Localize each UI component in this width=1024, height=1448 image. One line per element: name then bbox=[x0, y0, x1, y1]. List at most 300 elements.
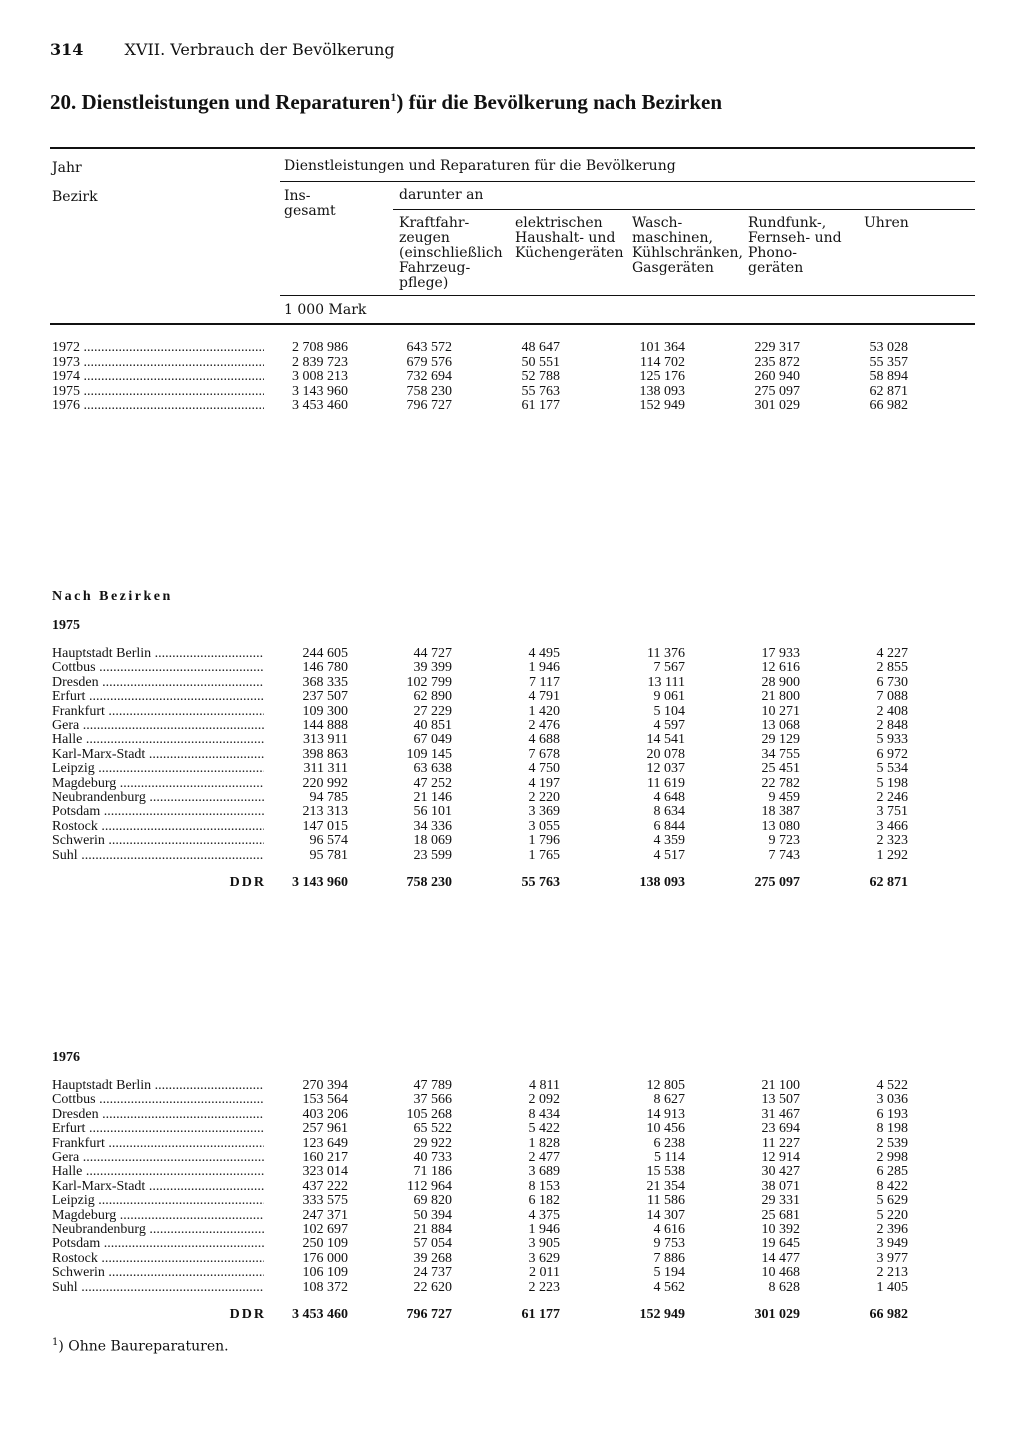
cell-value: 311 311 bbox=[303, 761, 348, 777]
col-wasch: Wasch- maschinen, Kühlschränken, Gasgeräten bbox=[632, 215, 743, 276]
cell-value: 8 422 bbox=[876, 1178, 908, 1194]
chapter-title: XVII. Verbrauch der Bevölkerung bbox=[124, 40, 395, 59]
cell-value: 123 649 bbox=[302, 1135, 348, 1151]
row-label: Frankfurt ..... bbox=[52, 1137, 264, 1151]
table-row bbox=[52, 676, 922, 690]
cell-value: 18 387 bbox=[761, 804, 800, 820]
col-kfz: Kraftfahr- zeugen (einschließlich Fahrzeug- pflege) bbox=[399, 215, 503, 291]
cell-value: 301 029 bbox=[754, 398, 800, 413]
cell-value: 1 405 bbox=[876, 1279, 908, 1295]
table-row bbox=[52, 385, 922, 399]
cell-value: 5 422 bbox=[528, 1121, 560, 1137]
cell-value: 2 539 bbox=[876, 1135, 908, 1151]
cell-value: 8 628 bbox=[768, 1279, 800, 1295]
cell-value: 160 217 bbox=[302, 1150, 348, 1165]
cell-value: 14 541 bbox=[646, 732, 685, 748]
cell-value: 5 198 bbox=[876, 775, 908, 791]
row-label: Neubrandenburg ..... bbox=[52, 791, 264, 805]
cell-value: 109 145 bbox=[406, 746, 452, 762]
table-row bbox=[52, 1281, 922, 1295]
col-rundfunk: Rundfunk-, Fernseh- und Phono- geräten bbox=[748, 215, 842, 276]
row-label: Halle ..... bbox=[52, 733, 264, 747]
cell-value: 732 694 bbox=[406, 369, 452, 384]
cell-value: 21 354 bbox=[646, 1178, 685, 1194]
row-label: Gera ..... bbox=[52, 1151, 264, 1165]
row-label: Leipzig ..... bbox=[52, 762, 264, 776]
col-uhren: Uhren bbox=[864, 215, 909, 231]
cell-value: 10 468 bbox=[761, 1265, 800, 1281]
table-row bbox=[52, 748, 922, 762]
cell-value: 2 213 bbox=[876, 1265, 908, 1281]
row-label: Rostock ..... bbox=[52, 820, 264, 834]
cell-value: 66 982 bbox=[869, 1307, 908, 1322]
cell-value: 4 616 bbox=[653, 1222, 685, 1237]
cell-value: 4 791 bbox=[528, 689, 560, 705]
rule-header-bottom bbox=[50, 323, 975, 325]
row-label: Dresden ..... bbox=[52, 1108, 264, 1122]
cell-value: 260 940 bbox=[754, 369, 800, 384]
table-row bbox=[52, 356, 922, 370]
cell-value: 244 605 bbox=[302, 646, 348, 661]
cell-value: 25 451 bbox=[761, 761, 800, 777]
row-label: Suhl ..... bbox=[52, 849, 264, 863]
col-bezirk: Bezirk bbox=[52, 189, 98, 205]
cell-value: 31 467 bbox=[761, 1106, 800, 1122]
cell-value: 9 061 bbox=[653, 689, 685, 705]
cell-value: 22 620 bbox=[413, 1279, 452, 1295]
cell-value: 4 375 bbox=[528, 1207, 560, 1223]
cell-value: 13 080 bbox=[761, 818, 800, 834]
cell-value: 29 129 bbox=[761, 732, 800, 748]
cell-value: 270 394 bbox=[302, 1078, 348, 1093]
cell-value: 5 629 bbox=[876, 1193, 908, 1209]
cell-value: 14 477 bbox=[761, 1250, 800, 1266]
cell-value: 250 109 bbox=[302, 1236, 348, 1252]
cell-value: 2 011 bbox=[529, 1265, 560, 1281]
row-label: Magdeburg ..... bbox=[52, 777, 264, 791]
cell-value: 4 562 bbox=[653, 1279, 685, 1295]
cell-value: 3 453 460 bbox=[292, 398, 348, 413]
col-darunter: darunter an bbox=[399, 187, 484, 203]
col-jahr: Jahr bbox=[52, 160, 82, 176]
total-row bbox=[52, 1308, 922, 1322]
cell-value: 24 737 bbox=[413, 1265, 452, 1281]
cell-value: 7 117 bbox=[529, 674, 560, 690]
cell-value: 29 331 bbox=[761, 1193, 800, 1209]
cell-value: 56 101 bbox=[413, 804, 452, 820]
col-insgesamt: Ins- gesamt bbox=[284, 188, 336, 219]
rule-darunter bbox=[393, 209, 975, 210]
cell-value: 2 708 986 bbox=[292, 340, 348, 355]
cell-value: 146 780 bbox=[302, 660, 348, 676]
cell-value: 21 884 bbox=[413, 1222, 452, 1237]
row-label: Gera ..... bbox=[52, 719, 264, 733]
table-row bbox=[52, 834, 922, 848]
cell-value: 2 223 bbox=[528, 1279, 560, 1295]
row-label: Hauptstadt Berlin ..... bbox=[52, 1079, 264, 1093]
row-label: 1976 ..... bbox=[52, 399, 264, 413]
cell-value: 2 848 bbox=[876, 718, 908, 733]
row-label: Cottbus ..... bbox=[52, 661, 264, 675]
cell-value: 257 961 bbox=[302, 1121, 348, 1137]
row-label: Neubrandenburg ..... bbox=[52, 1223, 264, 1237]
cell-value: 17 933 bbox=[761, 646, 800, 661]
table-row bbox=[52, 762, 922, 776]
cell-value: 398 863 bbox=[302, 746, 348, 762]
cell-value: 4 811 bbox=[529, 1078, 560, 1093]
cell-value: 9 459 bbox=[768, 790, 800, 805]
cell-value: 152 949 bbox=[639, 1307, 685, 1322]
year-heading-1976: 1976 bbox=[52, 1050, 80, 1065]
cell-value: 47 789 bbox=[413, 1078, 452, 1093]
cell-value: 29 922 bbox=[413, 1135, 452, 1151]
total-row bbox=[52, 876, 922, 890]
row-label: Schwerin ..... bbox=[52, 1266, 264, 1280]
running-header bbox=[50, 40, 395, 59]
cell-value: 65 522 bbox=[413, 1121, 452, 1137]
table-row bbox=[52, 1122, 922, 1136]
cell-value: 53 028 bbox=[869, 340, 908, 355]
cell-value: 2 839 723 bbox=[292, 354, 348, 370]
table-row bbox=[52, 805, 922, 819]
cell-value: 8 434 bbox=[528, 1106, 560, 1122]
cell-value: 12 805 bbox=[646, 1078, 685, 1093]
row-label: Frankfurt ..... bbox=[52, 705, 264, 719]
cell-value: 62 890 bbox=[413, 689, 452, 705]
cell-value: 23 599 bbox=[413, 847, 452, 863]
cell-value: 18 069 bbox=[413, 833, 452, 849]
cell-value: 48 647 bbox=[521, 340, 560, 355]
cell-value: 3 369 bbox=[528, 804, 560, 820]
cell-value: 3 143 960 bbox=[292, 383, 348, 399]
cell-value: 2 246 bbox=[876, 790, 908, 805]
table-row bbox=[52, 849, 922, 863]
cell-value: 25 681 bbox=[761, 1207, 800, 1223]
table-row bbox=[52, 1180, 922, 1194]
cell-value: 301 029 bbox=[754, 1307, 800, 1322]
row-label: 1974 ..... bbox=[52, 370, 264, 384]
cell-value: 10 456 bbox=[646, 1121, 685, 1137]
cell-value: 6 844 bbox=[653, 818, 685, 834]
table-row bbox=[52, 690, 922, 704]
table-row bbox=[52, 1108, 922, 1122]
cell-value: 30 427 bbox=[761, 1164, 800, 1180]
cell-value: 6 182 bbox=[528, 1193, 560, 1209]
table-title: 20. Dienstleistungen und Reparaturen$^1$) für die Bevölkerung nach Bezirken bbox=[50, 90, 723, 114]
cell-value: 63 638 bbox=[413, 761, 452, 777]
cell-value: 6 285 bbox=[876, 1164, 908, 1180]
cell-value: 27 229 bbox=[413, 703, 452, 719]
row-label: Dresden ..... bbox=[52, 676, 264, 690]
row-label: Erfurt ..... bbox=[52, 1122, 264, 1136]
cell-value: 9 723 bbox=[768, 833, 800, 849]
cell-value: 66 982 bbox=[869, 398, 908, 413]
footnote-ref: 1 bbox=[390, 90, 397, 104]
cell-value: 10 392 bbox=[761, 1222, 800, 1237]
cell-value: 14 307 bbox=[646, 1207, 685, 1223]
cell-value: 8 634 bbox=[653, 804, 685, 820]
cell-value: 4 517 bbox=[653, 847, 685, 863]
cell-value: 40 851 bbox=[413, 718, 452, 733]
cell-value: 176 000 bbox=[302, 1250, 348, 1266]
cell-value: 21 146 bbox=[413, 790, 452, 805]
cell-value: 67 049 bbox=[413, 732, 452, 748]
cell-value: 69 820 bbox=[413, 1193, 452, 1209]
cell-value: 6 238 bbox=[653, 1135, 685, 1151]
cell-value: 71 186 bbox=[413, 1164, 452, 1180]
row-label: Halle ..... bbox=[52, 1165, 264, 1179]
cell-value: 3 949 bbox=[876, 1236, 908, 1252]
cell-value: 147 015 bbox=[302, 818, 348, 834]
cell-value: 96 574 bbox=[309, 833, 348, 849]
cell-value: 40 733 bbox=[413, 1150, 452, 1165]
cell-value: 11 227 bbox=[762, 1135, 800, 1151]
cell-value: 758 230 bbox=[406, 383, 452, 399]
cell-value: 61 177 bbox=[521, 398, 560, 413]
table-row bbox=[52, 791, 922, 805]
cell-value: 7 886 bbox=[653, 1250, 685, 1266]
cell-value: 152 949 bbox=[639, 398, 685, 413]
cell-value: 403 206 bbox=[302, 1106, 348, 1122]
table-row bbox=[52, 719, 922, 733]
cell-value: 3 977 bbox=[876, 1250, 908, 1266]
cell-value: 55 763 bbox=[521, 875, 560, 890]
cell-value: 11 376 bbox=[647, 646, 685, 661]
cell-value: 7 088 bbox=[876, 689, 908, 705]
cell-value: 39 268 bbox=[413, 1250, 452, 1266]
table-row bbox=[52, 777, 922, 791]
table-row bbox=[52, 370, 922, 384]
cell-value: 21 800 bbox=[761, 689, 800, 705]
cell-value: 2 477 bbox=[528, 1150, 560, 1165]
row-label: Cottbus ..... bbox=[52, 1093, 264, 1107]
table-row bbox=[52, 647, 922, 661]
table-row bbox=[52, 733, 922, 747]
cell-value: 5 104 bbox=[653, 703, 685, 719]
cell-value: 7 678 bbox=[528, 746, 560, 762]
row-label: Hauptstadt Berlin ..... bbox=[52, 647, 264, 661]
row-label: Leipzig ..... bbox=[52, 1194, 264, 1208]
cell-value: 1 796 bbox=[528, 833, 560, 849]
cell-value: 44 727 bbox=[413, 646, 452, 661]
row-label: Karl-Marx-Stadt ..... bbox=[52, 748, 264, 762]
cell-value: 1 292 bbox=[876, 847, 908, 863]
row-label: Potsdam ..... bbox=[52, 805, 264, 819]
page-number: 314 bbox=[50, 40, 84, 59]
cell-value: 3 466 bbox=[876, 818, 908, 834]
cell-value: 4 495 bbox=[528, 646, 560, 661]
cell-value: 14 913 bbox=[646, 1106, 685, 1122]
table-row bbox=[52, 1237, 922, 1251]
cell-value: 237 507 bbox=[302, 689, 348, 705]
col-elektro: elektrischen Haushalt- und Küchengeräten bbox=[515, 215, 624, 261]
cell-value: 4 597 bbox=[653, 718, 685, 733]
cell-value: 3 143 960 bbox=[292, 875, 348, 890]
row-label: Karl-Marx-Stadt ..... bbox=[52, 1180, 264, 1194]
cell-value: 20 078 bbox=[646, 746, 685, 762]
cell-value: 796 727 bbox=[406, 398, 452, 413]
cell-value: 109 300 bbox=[302, 703, 348, 719]
cell-value: 796 727 bbox=[406, 1307, 452, 1322]
cell-value: 323 014 bbox=[302, 1164, 348, 1180]
cell-value: 13 111 bbox=[647, 674, 685, 690]
cell-value: 235 872 bbox=[754, 354, 800, 370]
cell-value: 2 408 bbox=[876, 703, 908, 719]
cell-value: 106 109 bbox=[302, 1265, 348, 1281]
cell-value: 220 992 bbox=[302, 775, 348, 791]
row-label: DDR bbox=[229, 1307, 266, 1322]
table-row bbox=[52, 1223, 922, 1237]
cell-value: 114 702 bbox=[640, 354, 685, 370]
cell-value: 39 399 bbox=[413, 660, 452, 676]
cell-value: 643 572 bbox=[406, 340, 452, 355]
cell-value: 125 176 bbox=[639, 369, 685, 384]
rule-unit bbox=[280, 295, 975, 296]
cell-value: 38 071 bbox=[761, 1178, 800, 1194]
cell-value: 13 507 bbox=[761, 1092, 800, 1108]
cell-value: 12 914 bbox=[761, 1150, 800, 1165]
cell-value: 58 894 bbox=[869, 369, 908, 384]
cell-value: 2 476 bbox=[528, 718, 560, 733]
cell-value: 5 220 bbox=[876, 1207, 908, 1223]
cell-value: 2 092 bbox=[528, 1092, 560, 1108]
cell-value: 1 946 bbox=[528, 660, 560, 676]
row-label: DDR bbox=[229, 875, 266, 890]
cell-value: 3 453 460 bbox=[292, 1307, 348, 1322]
table-row bbox=[52, 705, 922, 719]
cell-value: 3 689 bbox=[528, 1164, 560, 1180]
cell-value: 4 750 bbox=[528, 761, 560, 777]
cell-value: 3 055 bbox=[528, 818, 560, 834]
cell-value: 19 645 bbox=[761, 1236, 800, 1252]
footnote: $^1$) Ohne Baureparaturen. bbox=[52, 1337, 229, 1355]
cell-value: 1 420 bbox=[528, 703, 560, 719]
cell-value: 62 871 bbox=[869, 875, 908, 890]
cell-value: 247 371 bbox=[302, 1207, 348, 1223]
cell-value: 138 093 bbox=[639, 383, 685, 399]
cell-value: 50 551 bbox=[521, 354, 560, 370]
table-row bbox=[52, 399, 922, 413]
row-label: 1972 ..... bbox=[52, 341, 264, 355]
cell-value: 105 268 bbox=[406, 1106, 452, 1122]
cell-value: 94 785 bbox=[309, 790, 348, 805]
row-label: Magdeburg ..... bbox=[52, 1209, 264, 1223]
cell-value: 4 359 bbox=[653, 833, 685, 849]
col-group-header: Dienstleistungen und Reparaturen für die Bevölkerung bbox=[284, 158, 676, 174]
cell-value: 313 911 bbox=[303, 732, 348, 748]
cell-value: 275 097 bbox=[754, 383, 800, 399]
cell-value: 5 194 bbox=[653, 1265, 685, 1281]
cell-value: 37 566 bbox=[413, 1092, 452, 1108]
cell-value: 34 336 bbox=[413, 818, 452, 834]
cell-value: 62 871 bbox=[869, 383, 908, 399]
cell-value: 13 068 bbox=[761, 718, 800, 733]
cell-value: 1 946 bbox=[528, 1222, 560, 1237]
cell-value: 21 100 bbox=[761, 1078, 800, 1093]
table-row bbox=[52, 1079, 922, 1093]
cell-value: 368 335 bbox=[302, 674, 348, 690]
row-label: 1973 ..... bbox=[52, 356, 264, 370]
cell-value: 5 114 bbox=[654, 1150, 685, 1165]
row-label: Suhl ..... bbox=[52, 1281, 264, 1295]
cell-value: 2 323 bbox=[876, 833, 908, 849]
table-row bbox=[52, 1194, 922, 1208]
year-heading-1975: 1975 bbox=[52, 618, 80, 633]
cell-value: 679 576 bbox=[406, 354, 452, 370]
cell-value: 6 972 bbox=[876, 746, 908, 762]
cell-value: 2 998 bbox=[876, 1150, 908, 1165]
cell-value: 12 037 bbox=[646, 761, 685, 777]
rule-group bbox=[280, 181, 975, 182]
table-row bbox=[52, 1165, 922, 1179]
cell-value: 4 688 bbox=[528, 732, 560, 748]
cell-value: 7 567 bbox=[653, 660, 685, 676]
table-row bbox=[52, 1137, 922, 1151]
cell-value: 3 905 bbox=[528, 1236, 560, 1252]
table-row bbox=[52, 1252, 922, 1266]
cell-value: 1 765 bbox=[528, 847, 560, 863]
rule-top bbox=[50, 147, 975, 149]
cell-value: 61 177 bbox=[521, 1307, 560, 1322]
table-row bbox=[52, 1151, 922, 1165]
table-row bbox=[52, 1266, 922, 1280]
cell-value: 55 357 bbox=[869, 354, 908, 370]
cell-value: 55 763 bbox=[521, 383, 560, 399]
cell-value: 275 097 bbox=[754, 875, 800, 890]
table-row bbox=[52, 1209, 922, 1223]
cell-value: 758 230 bbox=[406, 875, 452, 890]
cell-value: 23 694 bbox=[761, 1121, 800, 1137]
table-row bbox=[52, 661, 922, 675]
cell-value: 138 093 bbox=[639, 875, 685, 890]
cell-value: 4 227 bbox=[876, 646, 908, 661]
cell-value: 3 036 bbox=[876, 1092, 908, 1108]
table-row bbox=[52, 341, 922, 355]
cell-value: 5 534 bbox=[876, 761, 908, 777]
cell-value: 22 782 bbox=[761, 775, 800, 791]
table-row bbox=[52, 1093, 922, 1107]
cell-value: 2 396 bbox=[876, 1222, 908, 1237]
row-label: Potsdam ..... bbox=[52, 1237, 264, 1251]
cell-value: 101 364 bbox=[639, 340, 685, 355]
cell-value: 4 197 bbox=[528, 775, 560, 791]
cell-value: 2 855 bbox=[876, 660, 908, 676]
cell-value: 15 538 bbox=[646, 1164, 685, 1180]
cell-value: 2 220 bbox=[528, 790, 560, 805]
cell-value: 213 313 bbox=[302, 804, 348, 820]
cell-value: 112 964 bbox=[407, 1178, 452, 1194]
cell-value: 1 828 bbox=[528, 1135, 560, 1151]
cell-value: 52 788 bbox=[521, 369, 560, 384]
cell-value: 34 755 bbox=[761, 746, 800, 762]
cell-value: 3 629 bbox=[528, 1250, 560, 1266]
cell-value: 7 743 bbox=[768, 847, 800, 863]
cell-value: 9 753 bbox=[653, 1236, 685, 1252]
unit-label: 1 000 Mark bbox=[284, 302, 367, 318]
cell-value: 50 394 bbox=[413, 1207, 452, 1223]
row-label: Schwerin ..... bbox=[52, 834, 264, 848]
row-label: 1975 ..... bbox=[52, 385, 264, 399]
cell-value: 6 730 bbox=[876, 674, 908, 690]
cell-value: 6 193 bbox=[876, 1106, 908, 1122]
cell-value: 5 933 bbox=[876, 732, 908, 748]
cell-value: 4 648 bbox=[653, 790, 685, 805]
cell-value: 28 900 bbox=[761, 674, 800, 690]
cell-value: 437 222 bbox=[302, 1178, 348, 1194]
cell-value: 153 564 bbox=[302, 1092, 348, 1108]
cell-value: 229 317 bbox=[754, 340, 800, 355]
cell-value: 11 619 bbox=[647, 775, 685, 791]
